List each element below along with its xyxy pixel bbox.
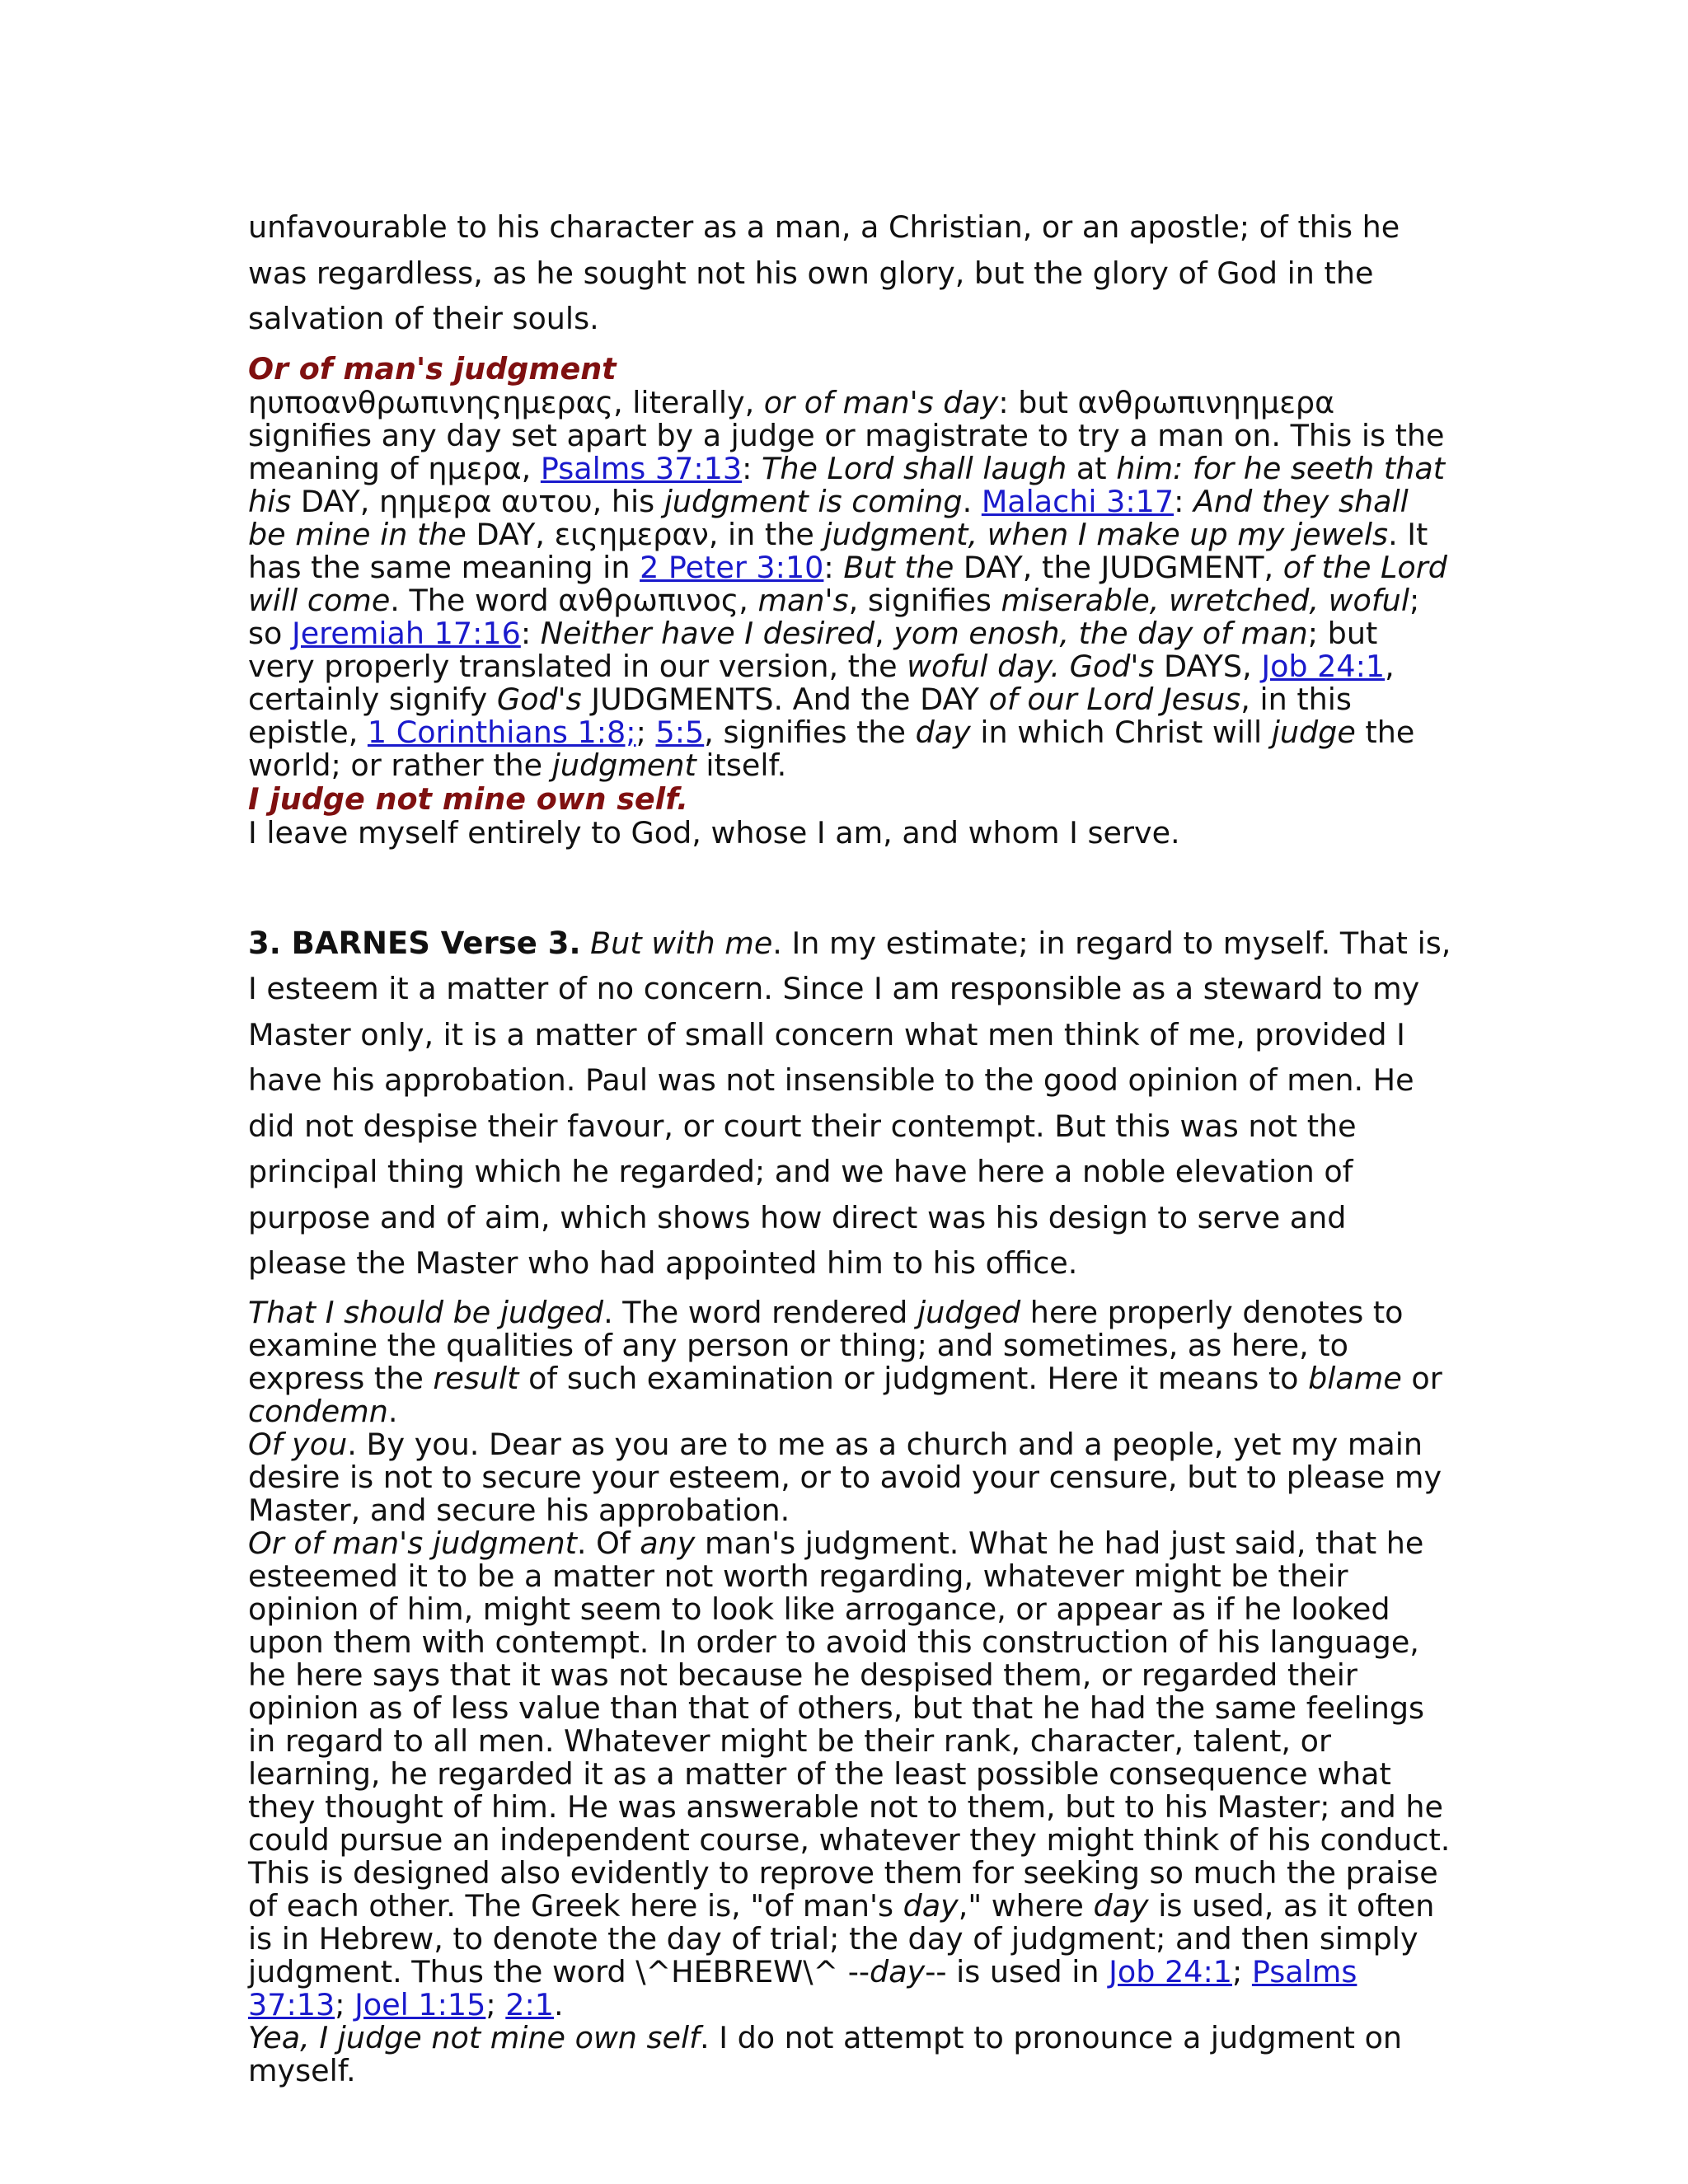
barnes-note-of-you: [248, 1428, 1451, 1527]
italic-text: any: [640, 1525, 696, 1561]
barnes-section: [248, 921, 1451, 2088]
italic-text: Or of man's judgment: [248, 1525, 577, 1561]
text-run: .: [387, 1393, 398, 1429]
italic-text: him: for he seeth that his: [248, 450, 1446, 519]
text-run: ; so: [248, 582, 1420, 651]
barnes-intro-text: [248, 926, 1451, 1282]
italic-text: Yea, I judge not mine own self: [248, 2019, 700, 2055]
scripture-reference-link[interactable]: Psalms 37:13: [248, 1953, 1357, 2022]
text-run: . The word rendered: [603, 1294, 917, 1330]
clarke-intro-paragraph: [248, 204, 1451, 342]
italic-text: condemn: [248, 1393, 388, 1429]
scripture-reference-link[interactable]: 1 Corinthians 1:8;: [367, 714, 636, 750]
italic-text: judgment is coming: [663, 483, 963, 519]
text-run: .: [962, 483, 982, 519]
italic-text: judged: [917, 1294, 1021, 1330]
text-run: , signifies the: [704, 714, 916, 750]
text-run: unfavourable to his character as a man, a Christian, or an apostle; of this he was regardless, as he sought not his own glory, but the glory of God in the salvation of their souls.: [248, 209, 1400, 336]
text-run: in which Christ will: [970, 714, 1272, 750]
italic-text: The Lord shall laugh: [762, 450, 1067, 486]
text-run: ," where: [958, 1887, 1094, 1924]
italic-text: blame: [1308, 1360, 1402, 1396]
text-run: , in this epistle,: [248, 681, 1352, 750]
text-run: itself.: [696, 747, 787, 783]
italic-text: miserable, wretched, woful: [1001, 582, 1409, 618]
text-run: DAY, the JUDGMENT,: [954, 549, 1283, 585]
text-run: : but ανθρωπινηημερα signifies any day set apart by a judge or magistrate to try a man on. This is the meaning of ημερα,: [248, 384, 1445, 486]
text-run: . It has the same meaning in: [248, 516, 1428, 585]
text-run: JUDGMENTS. And the DAY: [581, 681, 989, 717]
scripture-reference-link[interactable]: Jeremiah 17:16: [291, 615, 521, 651]
text-run: at: [1067, 450, 1117, 486]
clarke-heading-judge-not: I judge not mine own self.: [248, 780, 688, 817]
italic-text: day: [903, 1887, 959, 1924]
italic-text: But the: [843, 549, 954, 585]
text-run: DAYS,: [1154, 648, 1262, 684]
scripture-reference-link[interactable]: Job 24:1: [1109, 1953, 1232, 1990]
text-run: :: [1174, 483, 1193, 519]
italic-text: or of man's day: [763, 384, 999, 420]
scripture-reference-link[interactable]: Psalms 37:13: [540, 450, 743, 486]
text-run: . I do not attempt to pronounce a judgment on myself.: [248, 2019, 1403, 2088]
barnes-verse-heading: 3. BARNES Verse 3.: [248, 925, 581, 961]
text-run: is used, as it often is in Hebrew, to denote the day of trial; the day of judgment; and then simply judgment. Thus the word \^HEBREW\^ --: [248, 1887, 1435, 1990]
text-run: [581, 926, 591, 961]
scripture-reference-link[interactable]: Malachi 3:17: [981, 483, 1175, 519]
italic-text: judgment, when I make up my jewels: [823, 516, 1389, 552]
barnes-intro-paragraph: [248, 921, 1451, 1286]
barnes-note-judged: [248, 1296, 1451, 1428]
italic-text: yom enosh, the day of man: [893, 615, 1308, 651]
text-run: man's judgment. What he had just said, that he esteemed it to be a matter not worth regarding, whatever might be their opinion of him, might seem to look like arrogance, or appear as if he looked upon them with contempt. In order to avoid this construction of his language, he here says that it was not because he despised them, or regarded their opinion as of less value than that of others, but that he had the same feelings in regard to all men. Whatever might be their rank, character, talent, or learning, he regarded it as a matter of the least possible consequence what they thought of him. He was answerable not to them, but to his Master; and he could pursue an independent course, whatever they might think of his conduct. This is designed also evidently to reprove them for seeking so much the praise of each other. The Greek here is, "of man's: [248, 1525, 1451, 1924]
text-run: the world; or rather the: [248, 714, 1415, 783]
barnes-note-judge-not: [248, 2019, 1451, 2088]
text-run: :: [742, 450, 762, 486]
italic-text: woful day. God's: [907, 648, 1155, 684]
text-run: -- is used in: [925, 1953, 1109, 1990]
italic-text: judgment: [551, 747, 696, 783]
text-run: ,: [874, 615, 894, 651]
text-run: ηυποανθρωπινηςημερας, literally,: [248, 384, 764, 420]
text-run: ;: [485, 1986, 506, 2022]
scripture-reference-link[interactable]: 2 Peter 3:10: [640, 549, 824, 585]
scripture-reference-link[interactable]: Job 24:1: [1261, 648, 1386, 684]
scripture-reference-link[interactable]: Joel 1:15: [354, 1986, 486, 2022]
clarke-commentary-judge-not: [248, 814, 1451, 851]
italic-text: And they shall be mine in the: [248, 483, 1409, 552]
italic-text: result: [433, 1360, 519, 1396]
italic-text: But with me: [590, 925, 773, 961]
text-run: ;: [1232, 1953, 1252, 1990]
italic-text: day: [1093, 1887, 1149, 1924]
text-run: :: [823, 549, 844, 585]
clarke-commentary-mans-judgment: [248, 384, 1451, 783]
scripture-reference-link[interactable]: 5:5: [655, 714, 705, 750]
italic-text: judge: [1271, 714, 1356, 750]
text-run: ;: [335, 1986, 355, 2022]
italic-text: God's: [496, 681, 582, 717]
text-run: . In my estimate; in regard to myself. That is, I esteem it a matter of no concern. Since I am responsible as a steward to my Master only, it is a matter of small concern what men think of me, provided I have his approbation. Paul was not insensible to the good opinion of men. He did not despise their favour, or court their contempt. But this was not the principal thing which he regarded; and we have here a noble elevation of purpose and of aim, which shows how direct was his design to serve and please the Master who had appointed him to his office.: [248, 925, 1451, 1281]
italic-text: Neither have I desired: [540, 615, 875, 651]
text-run: here properly denotes to examine the qualities of any person or thing; and sometimes, as here, to express the: [248, 1294, 1404, 1396]
text-run: or: [1401, 1360, 1442, 1396]
text-run: .: [554, 1986, 564, 2022]
scripture-reference-link[interactable]: 2:1: [505, 1986, 555, 2022]
document-page: [248, 204, 1451, 2088]
text-run: . The word ανθρωπινος,: [390, 582, 758, 618]
italic-text: man's: [757, 582, 849, 618]
italic-text: day: [870, 1953, 926, 1990]
text-run: DAY, ηημερα αυτου, his: [291, 483, 664, 519]
italic-text: of our Lord Jesus: [988, 681, 1241, 717]
clarke-heading-mans-judgment: Or of man's judgment: [248, 350, 617, 387]
text-run: . Of: [576, 1525, 640, 1561]
text-run: ;: [635, 714, 656, 750]
text-run: ; but very properly translated in our version, the: [248, 615, 1378, 684]
text-run: :: [520, 615, 541, 651]
italic-text: day: [915, 714, 971, 750]
italic-text: Of you: [248, 1426, 348, 1462]
text-run: I leave myself entirely to God, whose I am, and whom I serve.: [248, 814, 1180, 851]
italic-text: of the Lord will come: [248, 549, 1447, 618]
text-run: DAY, ειςημεραν, in the: [466, 516, 824, 552]
text-run: , certainly signify: [248, 648, 1395, 717]
barnes-note-mans-judgment: [248, 1527, 1451, 2022]
text-run: of such examination or judgment. Here it means to: [518, 1360, 1309, 1396]
italic-text: That I should be judged: [248, 1294, 604, 1330]
text-run: , signifies: [848, 582, 1001, 618]
text-run: . By you. Dear as you are to me as a church and a people, yet my main desire is not to secure your esteem, or to avoid your censure, but to please my Master, and secure his approbation.: [248, 1426, 1442, 1528]
